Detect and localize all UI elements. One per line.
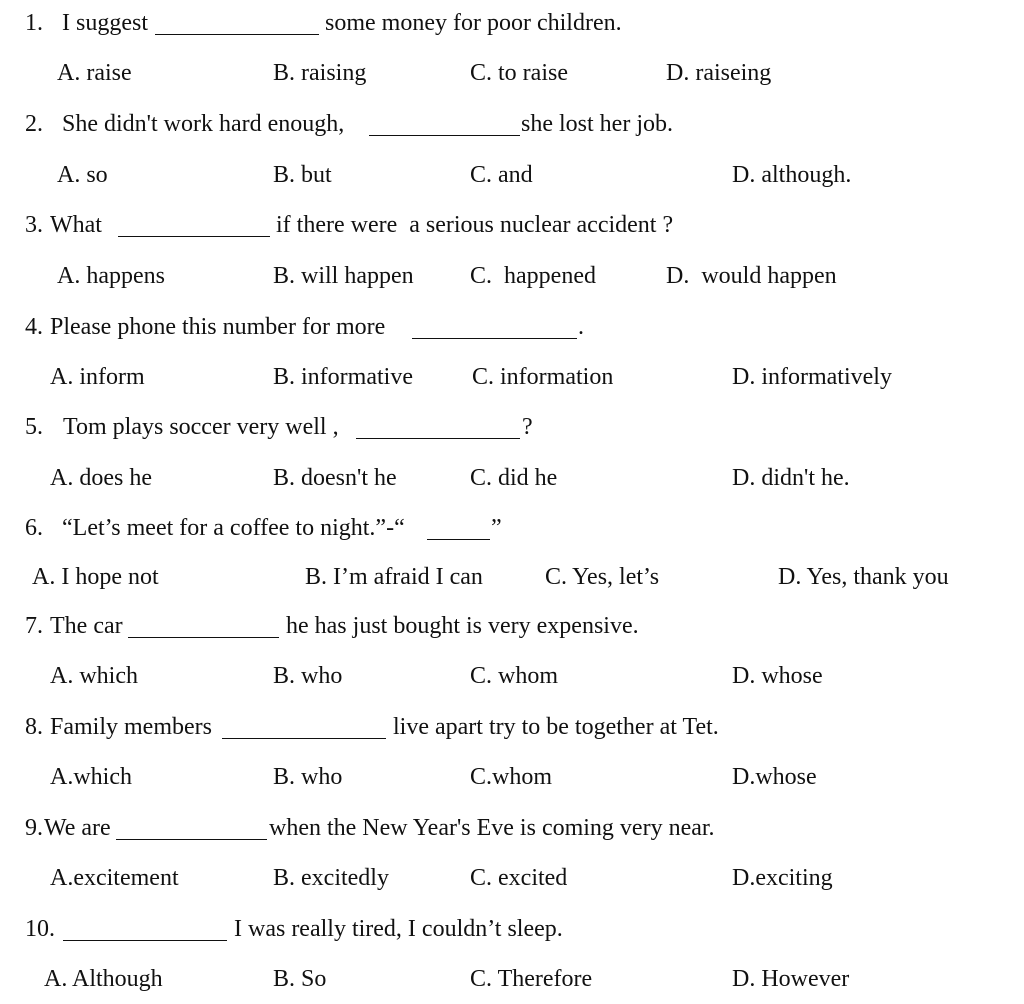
option-b[interactable]: B. who <box>273 663 343 689</box>
option-a[interactable]: A. Although <box>44 966 163 992</box>
option-b[interactable]: B. informative <box>273 364 413 390</box>
option-c[interactable]: C. Therefore <box>470 966 593 992</box>
question-number: 2. <box>25 111 43 137</box>
question-text-before: What <box>50 212 102 238</box>
option-a[interactable]: A. raise <box>57 60 132 86</box>
option-d[interactable]: D. However <box>732 966 850 992</box>
option-c[interactable]: C. did he <box>470 465 558 491</box>
option-d[interactable]: D. didn't he. <box>732 465 850 491</box>
option-b[interactable]: B. who <box>273 764 343 790</box>
answer-blank[interactable] <box>369 135 520 136</box>
option-d[interactable]: D. would happen <box>666 263 837 289</box>
question-text-after: she lost her job. <box>521 111 673 137</box>
option-d[interactable]: D. informatively <box>732 364 892 390</box>
option-a[interactable]: A. inform <box>50 364 145 390</box>
answer-blank[interactable] <box>427 539 490 540</box>
option-a[interactable]: A. which <box>50 663 138 689</box>
option-c[interactable]: C. information <box>472 364 614 390</box>
option-b[interactable]: B. So <box>273 966 327 992</box>
question-text-before: Family members <box>50 714 212 740</box>
question-number: 6. <box>25 515 43 541</box>
answer-blank[interactable] <box>118 236 270 237</box>
question-text-after: I was really tired, I couldn’t sleep. <box>234 916 563 942</box>
question-text-before: “Let’s meet for a coffee to night.”-“ <box>62 515 405 541</box>
question-number: 5. <box>25 414 43 440</box>
answer-blank[interactable] <box>356 438 520 439</box>
answer-blank[interactable] <box>222 738 386 739</box>
question-number: 8. <box>25 714 43 740</box>
question-text-before: I suggest <box>62 10 148 36</box>
answer-blank[interactable] <box>155 34 319 35</box>
question-text-before: The car <box>50 613 123 639</box>
option-a[interactable]: A. does he <box>50 465 152 491</box>
option-a[interactable]: A.excitement <box>50 865 179 891</box>
question-text-after: ” <box>491 515 502 541</box>
option-d[interactable]: D.whose <box>732 764 817 790</box>
option-c[interactable]: C. happened <box>470 263 596 289</box>
option-d[interactable]: D. whose <box>732 663 823 689</box>
question-text-before: We are <box>44 815 111 841</box>
answer-blank[interactable] <box>128 637 279 638</box>
option-a[interactable]: A.which <box>50 764 132 790</box>
option-d[interactable]: D. although. <box>732 162 852 188</box>
question-number: 9. <box>25 815 43 841</box>
option-b[interactable]: B. doesn't he <box>273 465 397 491</box>
option-d[interactable]: D. raiseing <box>666 60 772 86</box>
option-c[interactable]: C. and <box>470 162 533 188</box>
question-number: 10. <box>25 916 55 942</box>
question-text-after: if there were a serious nuclear accident ? <box>276 212 674 238</box>
question-text-after: when the New Year's Eve is coming very near. <box>269 815 715 841</box>
question-text-after: ? <box>522 414 533 440</box>
option-c[interactable]: C. whom <box>470 663 559 689</box>
question-number: 4. <box>25 314 43 340</box>
option-c[interactable]: C.whom <box>470 764 553 790</box>
option-b[interactable]: B. will happen <box>273 263 414 289</box>
option-d[interactable]: D. Yes, thank you <box>778 564 949 590</box>
question-text-after: some money for poor children. <box>325 10 622 36</box>
question-text-after: he has just bought is very expensive. <box>286 613 639 639</box>
question-number: 1. <box>25 10 43 36</box>
question-text-before: Tom plays soccer very well , <box>63 414 339 440</box>
option-b[interactable]: B. but <box>273 162 332 188</box>
question-text-before: She didn't work hard enough, <box>62 111 345 137</box>
option-b[interactable]: B. excitedly <box>273 865 389 891</box>
question-number: 7. <box>25 613 43 639</box>
option-d[interactable]: D.exciting <box>732 865 833 891</box>
question-text-after: . <box>578 314 584 340</box>
option-c[interactable]: C. Yes, let’s <box>545 564 660 590</box>
question-text-before: Please phone this number for more <box>50 314 386 340</box>
option-a[interactable]: A. I hope not <box>32 564 159 590</box>
question-text-after: live apart try to be together at Tet. <box>393 714 719 740</box>
option-c[interactable]: C. excited <box>470 865 568 891</box>
answer-blank[interactable] <box>63 940 227 941</box>
option-a[interactable]: A. happens <box>57 263 165 289</box>
option-c[interactable]: C. to raise <box>470 60 568 86</box>
question-number: 3. <box>25 212 43 238</box>
option-a[interactable]: A. so <box>57 162 108 188</box>
option-b[interactable]: B. raising <box>273 60 367 86</box>
option-b[interactable]: B. I’m afraid I can <box>305 564 483 590</box>
answer-blank[interactable] <box>116 839 267 840</box>
answer-blank[interactable] <box>412 338 577 339</box>
